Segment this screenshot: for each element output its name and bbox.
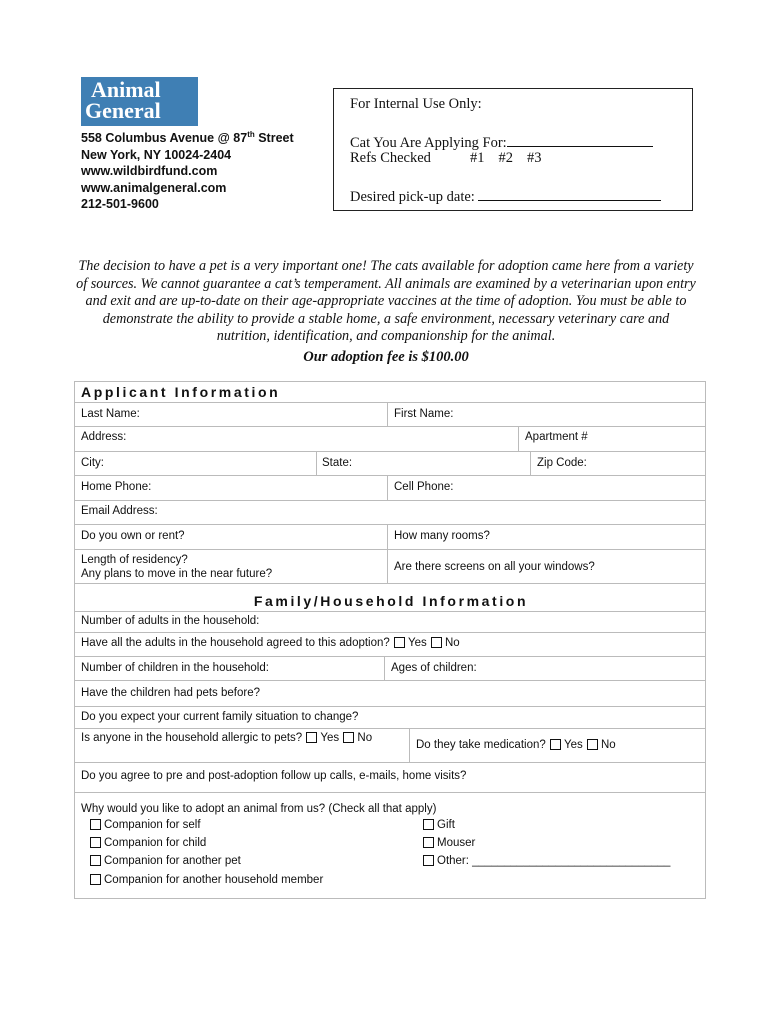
- allergic-yes-checkbox[interactable]: [306, 732, 317, 743]
- medication-row: Do they take medication? Yes No: [416, 739, 616, 751]
- option-companion-child[interactable]: Companion for child: [89, 837, 206, 849]
- refs-checked-row: Refs Checked #1 #2 #3: [350, 150, 542, 166]
- checkbox[interactable]: [90, 819, 101, 830]
- state-label[interactable]: State:: [322, 457, 353, 469]
- residency-label[interactable]: Length of residency?: [81, 554, 188, 566]
- agreed-no-checkbox[interactable]: [431, 637, 442, 648]
- adults-agreed-row: Have all the adults in the household agreed to this adoption? Yes No: [81, 637, 460, 649]
- why-adopt-label: Why would you like to adopt an animal from us? (Check all that apply): [81, 803, 437, 815]
- apartment-label[interactable]: Apartment #: [525, 431, 588, 443]
- zip-code-label[interactable]: Zip Code:: [537, 457, 587, 469]
- adoption-fee: Our adoption fee is $100.00: [303, 349, 469, 365]
- option-gift[interactable]: Gift: [422, 819, 455, 831]
- website-1: www.wildbirdfund.com: [81, 164, 218, 179]
- checkbox[interactable]: [423, 837, 434, 848]
- pickup-date-row: Desired pick-up date:: [350, 186, 661, 206]
- checkbox[interactable]: [90, 855, 101, 866]
- medication-yes-checkbox[interactable]: [550, 739, 561, 750]
- cell-phone-label[interactable]: Cell Phone:: [394, 481, 454, 493]
- own-rent-label[interactable]: Do you own or rent?: [81, 530, 185, 542]
- checkbox[interactable]: [423, 819, 434, 830]
- option-companion-household[interactable]: Companion for another household member: [89, 874, 323, 886]
- screens-label[interactable]: Are there screens on all your windows?: [394, 561, 595, 573]
- option-mouser[interactable]: Mouser: [422, 837, 475, 849]
- pickup-date-field[interactable]: [478, 186, 661, 201]
- logo-line-2: General: [85, 98, 161, 123]
- situation-change-label[interactable]: Do you expect your current family situation to change?: [81, 711, 359, 723]
- city-label[interactable]: City:: [81, 457, 104, 469]
- allergic-row: Is anyone in the household allergic to pets? Yes No: [81, 732, 373, 744]
- home-phone-label[interactable]: Home Phone:: [81, 481, 152, 493]
- intro-paragraph: The decision to have a pet is a very important one! The cats available for adoption came here from a variety of sources. We cannot guarantee a cat’s temperament. All animals are examined by a veterinarian upon entry and exit and are up-to-date on their age-appropriate vaccines at the time of adoption. You must be able to demonstrate the ability to provide a stable home, a safe environment, necessary veterinary care and nutrition, identification, and companionship for the animal.: [76, 258, 696, 345]
- street-address: 558 Columbus Avenue @ 87th Street: [81, 130, 294, 146]
- logo-line-1: Animal: [91, 77, 161, 102]
- animal-general-logo: [81, 77, 198, 126]
- email-label[interactable]: Email Address:: [81, 505, 158, 517]
- application-form: [74, 381, 706, 899]
- last-name-label[interactable]: Last Name:: [81, 408, 140, 420]
- cat-applying-row: Cat You Are Applying For:: [350, 132, 653, 152]
- ref-2[interactable]: #2: [498, 150, 513, 166]
- children-count-label[interactable]: Number of children in the household:: [81, 662, 269, 674]
- move-plans-label[interactable]: Any plans to move in the near future?: [81, 568, 273, 580]
- checkbox[interactable]: [90, 874, 101, 885]
- children-pets-label[interactable]: Have the children had pets before?: [81, 687, 261, 699]
- address-block: [81, 127, 294, 213]
- city-state-zip: New York, NY 10024-2404: [81, 147, 232, 162]
- ref-3[interactable]: #3: [527, 150, 542, 166]
- address-label[interactable]: Address:: [81, 431, 127, 443]
- allergic-no-checkbox[interactable]: [343, 732, 354, 743]
- agreed-yes-checkbox[interactable]: [394, 637, 405, 648]
- internal-use-box: [333, 88, 693, 211]
- checkbox[interactable]: [423, 855, 434, 866]
- cat-applying-field[interactable]: [507, 132, 653, 147]
- internal-use-title: For Internal Use Only:: [350, 96, 482, 112]
- option-companion-pet[interactable]: Companion for another pet: [89, 855, 241, 867]
- followup-label[interactable]: Do you agree to pre and post-adoption follow up calls, e-mails, home visits?: [81, 770, 467, 782]
- option-other[interactable]: Other: _______________________________: [422, 855, 670, 867]
- medication-no-checkbox[interactable]: [587, 739, 598, 750]
- family-heading: Family/Household Information: [253, 593, 529, 609]
- ref-1[interactable]: #1: [470, 150, 485, 166]
- rooms-label[interactable]: How many rooms?: [394, 530, 490, 542]
- children-ages-label[interactable]: Ages of children:: [391, 662, 477, 674]
- applicant-heading: Applicant Information: [81, 384, 281, 400]
- adults-count-label[interactable]: Number of adults in the household:: [81, 615, 260, 627]
- checkbox[interactable]: [90, 837, 101, 848]
- first-name-label[interactable]: First Name:: [394, 408, 454, 420]
- website-2: www.animalgeneral.com: [81, 180, 227, 195]
- option-companion-self[interactable]: Companion for self: [89, 819, 201, 831]
- phone-number: 212-501-9600: [81, 197, 159, 212]
